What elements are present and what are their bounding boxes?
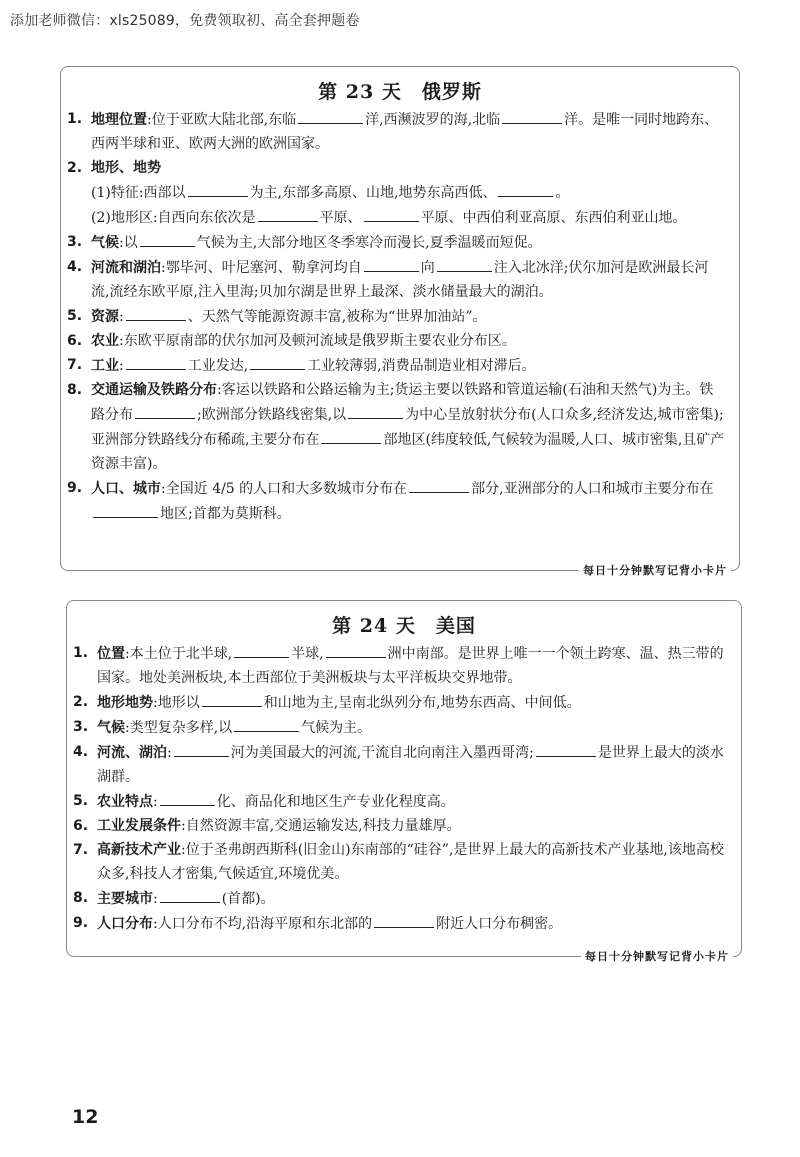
fill-blank[interactable] xyxy=(374,911,434,928)
item-label: 地理位置 xyxy=(91,112,147,128)
fill-blank[interactable] xyxy=(498,180,553,197)
fill-blank[interactable] xyxy=(202,690,262,707)
list-item: 2. 地形地势:地形以 和山地为主,呈南北纵列分布,地势东西高、中间低。 xyxy=(73,690,727,715)
item-label: 高新技术产业 xyxy=(97,842,181,858)
item-label: 工业发展条件 xyxy=(97,818,181,834)
fill-blank[interactable] xyxy=(348,402,403,419)
item-list xyxy=(61,107,739,526)
item-list xyxy=(67,641,741,936)
item-label: 人口、城市 xyxy=(91,481,161,497)
card-title: 第 24 天 美国 xyxy=(332,615,476,637)
fill-blank[interactable] xyxy=(188,180,248,197)
item-number: 8. xyxy=(73,890,89,906)
fill-blank[interactable] xyxy=(135,402,195,419)
card-footer-tag: 每日十分钟默写记背小卡片 xyxy=(581,948,733,964)
sub-item: (2)地形区:自西向东依次是 平原、 平原、中西伯利亚高原、东西伯利亚山地。 xyxy=(67,205,725,230)
item-number: 4. xyxy=(73,744,89,760)
list-item: 6. 农业:东欧平原南部的伏尔加河及顿河流域是俄罗斯主要农业分布区。 xyxy=(67,329,725,353)
fill-blank[interactable] xyxy=(364,255,419,272)
item-label: 农业特点 xyxy=(97,794,153,810)
item-label: 交通运输及铁路分布 xyxy=(91,382,217,398)
page-number: 12 xyxy=(72,1106,99,1128)
item-number: 5. xyxy=(67,308,83,324)
fill-blank[interactable] xyxy=(250,353,305,370)
fill-blank[interactable] xyxy=(93,501,158,518)
item-number: 9. xyxy=(67,480,83,496)
item-label: 工业 xyxy=(91,358,119,374)
item-number: 2. xyxy=(73,694,89,710)
fill-blank[interactable] xyxy=(258,205,318,222)
fill-blank[interactable] xyxy=(409,476,469,493)
fill-blank[interactable] xyxy=(536,740,596,757)
list-item: 7. 高新技术产业:位于圣弗朗西斯科(旧金山)东南部的“硅谷”,是世界上最大的高新技术产业基地,该地高校众多,科技人才密集,气候适宜,环境优美。 xyxy=(73,838,727,886)
item-number: 6. xyxy=(73,818,89,834)
item-number: 3. xyxy=(67,234,83,250)
fill-blank[interactable] xyxy=(298,107,363,124)
item-label: 主要城市 xyxy=(97,891,153,907)
fill-blank[interactable] xyxy=(234,641,289,658)
list-item: 1. 地理位置:位于亚欧大陆北部,东临 洋,西濒波罗的海,北临 洋。是唯一同时地跨东、西两半球和亚、欧两大洲的欧洲国家。 xyxy=(67,107,725,156)
item-label: 位置 xyxy=(97,646,125,662)
fill-blank[interactable] xyxy=(234,715,299,732)
fill-blank[interactable] xyxy=(437,255,492,272)
item-number: 3. xyxy=(73,719,89,735)
item-number: 6. xyxy=(67,333,83,349)
list-item: 1. 位置:本土位于北半球, 半球, 洲中南部。是世界上唯一一个领土跨寒、温、热三带的国家。地处美洲板块,本土西部位于美洲板块与太平洋板块交界地带。 xyxy=(73,641,727,690)
header-note: 添加老师微信：xls25089，免费领取初、高全套押题卷 xyxy=(10,13,360,29)
list-item: 3. 气候:以 气候为主,大部分地区冬季寒冷而漫长,夏季温暖而短促。 xyxy=(67,230,725,255)
fill-blank[interactable] xyxy=(126,353,186,370)
list-item: 5. 农业特点: 化、商品化和地区生产专业化程度高。 xyxy=(73,789,727,814)
item-number: 2. xyxy=(67,160,83,176)
item-label: 气候 xyxy=(97,720,125,736)
item-number: 8. xyxy=(67,382,83,398)
list-item: 4. 河流和湖泊:鄂毕河、叶尼塞河、勒拿河均自 向 注入北冰洋;伏尔加河是欧洲最长河流,流经东欧平原,注入里海;贝加尔湖是世界上最深、淡水储量最大的湖泊。 xyxy=(67,255,725,304)
card-title: 第 23 天 俄罗斯 xyxy=(318,81,482,103)
list-item: 8. 主要城市: (首都)。 xyxy=(73,886,727,911)
list-item xyxy=(67,156,725,180)
item-label: 农业 xyxy=(91,333,119,349)
list-item: 5. 资源: 、天然气等能源资源丰富,被称为“世界加油站”。 xyxy=(67,304,725,329)
item-label: 气候 xyxy=(91,235,119,251)
list-item: 4. 河流、湖泊: 河为美国最大的河流,干流自北向南注入墨西哥湾; 是世界上最大的淡水湖群。 xyxy=(73,740,727,789)
list-item: 7. 工业: 工业发达, 工业较薄弱,消费品制造业相对滞后。 xyxy=(67,353,725,378)
item-label: 河流和湖泊 xyxy=(91,260,161,276)
fill-blank[interactable] xyxy=(126,304,186,321)
item-number: 1. xyxy=(67,111,83,127)
list-item: 3. 气候:类型复杂多样,以 气候为主。 xyxy=(73,715,727,740)
item-number: 5. xyxy=(73,793,89,809)
list-item: 8. 交通运输及铁路分布:客运以铁路和公路运输为主;货运主要以铁路和管道运输(石油和天然气)为主。铁路分布 ;欧洲部分铁路线密集,以 为中心呈放射状分布(人口众多,经济发达,城市密集);亚洲部分铁路线分布稀疏,主要分布在 部地区(纬度较低,气候较为温暖,人口、城市密集,且矿产资源丰富)。 xyxy=(67,378,725,476)
fill-blank[interactable] xyxy=(326,641,386,658)
fill-blank[interactable] xyxy=(160,789,215,806)
item-number: 4. xyxy=(67,259,83,275)
fill-blank[interactable] xyxy=(364,205,419,222)
list-item: 6. 工业发展条件:自然资源丰富,交通运输发达,科技力量雄厚。 xyxy=(73,814,727,838)
card-day-24 xyxy=(66,600,742,963)
fill-blank[interactable] xyxy=(502,107,562,124)
item-label: 人口分布 xyxy=(97,916,153,932)
item-label: 河流、湖泊 xyxy=(97,745,167,761)
fill-blank[interactable] xyxy=(174,740,229,757)
item-number: 1. xyxy=(73,645,89,661)
list-item: 9. 人口、城市:全国近 4/5 的人口和大多数城市分布在 部分,亚洲部分的人口和城市主要分布在地区;首都为莫斯科。 xyxy=(67,476,725,526)
item-label: 资源 xyxy=(91,309,119,325)
sub-item: (1)特征:西部以 为主,东部多高原、山地,地势东高西低、 。 xyxy=(67,180,725,205)
item-number: 9. xyxy=(73,915,89,931)
item-number: 7. xyxy=(73,842,89,858)
card-day-23 xyxy=(60,66,740,577)
fill-blank[interactable] xyxy=(140,230,195,247)
item-label: 地形地势 xyxy=(97,695,153,711)
item-label: 地形、地势 xyxy=(91,160,161,176)
list-item: 9. 人口分布:人口分布不均,沿海平原和东北部的 附近人口分布稠密。 xyxy=(73,911,727,936)
item-number: 7. xyxy=(67,357,83,373)
fill-blank[interactable] xyxy=(160,886,220,903)
card-footer-tag: 每日十分钟默写记背小卡片 xyxy=(579,562,731,578)
fill-blank[interactable] xyxy=(321,427,381,444)
